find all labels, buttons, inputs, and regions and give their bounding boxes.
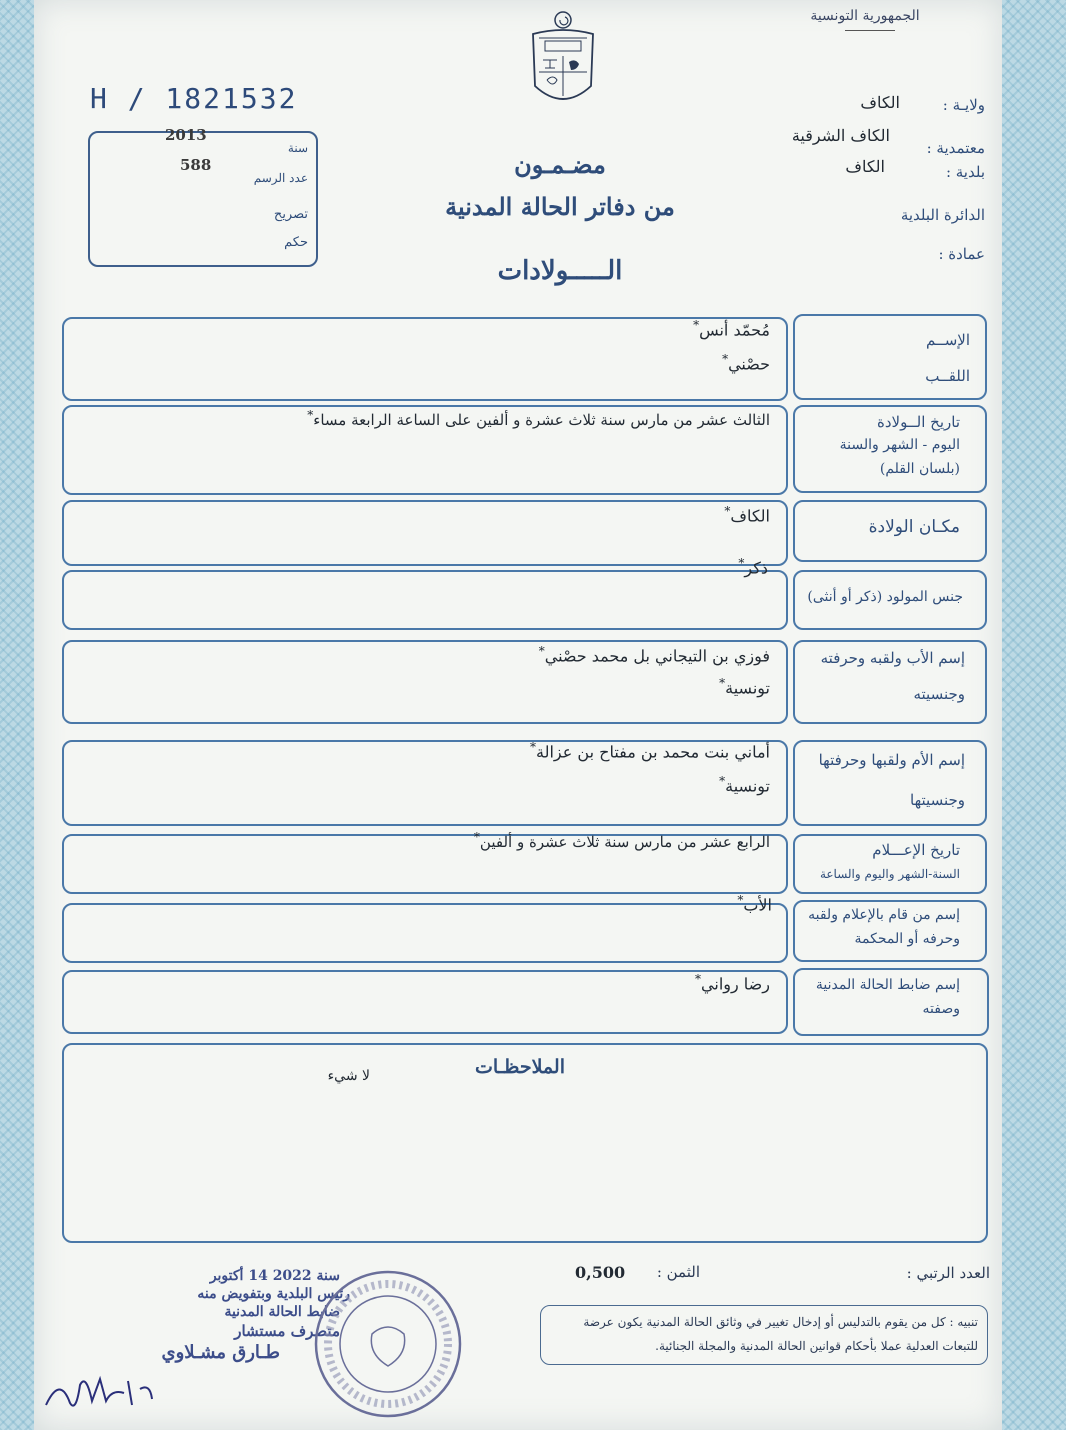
mootamadia-label: معتمدية : xyxy=(926,139,985,157)
birth-place-value: الكاف * xyxy=(600,504,770,525)
birth-date-in-words-label: (بلسان القلم) xyxy=(879,461,960,477)
registrar-sublabel: وصفته xyxy=(922,1001,960,1017)
record-number-label: عدد الرسم xyxy=(253,171,308,185)
birth-place-label: مكـان الولادة xyxy=(868,517,960,537)
warning-line-2: للتبعات العدلية عملا بأحكام قوانين الحالة المدنية والمجلة الجنائية. xyxy=(655,1339,978,1353)
price-label: الثمن : xyxy=(656,1263,700,1281)
name-label-box xyxy=(793,314,987,400)
wilaya-value: الكاف xyxy=(860,93,900,112)
declarant-label: إسم من قام بالإعلام ولقبه xyxy=(808,907,960,923)
gender-label: جنس المولود (ذكر أو أنثى) xyxy=(807,589,963,605)
mother-nationality-value: تونسية * xyxy=(600,774,770,795)
header-divider xyxy=(845,30,895,31)
judgment-label: حكم xyxy=(284,235,308,250)
declarant-value: الأب * xyxy=(680,893,772,914)
signatory-title-1: رئيس البلدية وبتفويض منه xyxy=(197,1286,350,1302)
municipal-district-label: الدائرة البلدية xyxy=(900,206,985,224)
declaration-label: تصريح xyxy=(273,207,308,222)
year-label: سنة xyxy=(287,141,308,155)
surname-label: اللقــب xyxy=(925,367,970,385)
price-value: 0,500 xyxy=(575,1263,626,1282)
register-title: الـــــولادات xyxy=(497,256,623,286)
gender-value: ذكر * xyxy=(660,556,768,577)
mootamadia-value: الكاف الشرقية xyxy=(791,126,890,145)
warning-line-1: تنبيه : كل من يقوم بالتدليس أو إدخال تغيير في وثائق الحالة المدنية يكون عرضة xyxy=(583,1315,978,1329)
father-nationality-value: تونسية * xyxy=(600,676,770,697)
notes-value: لا شيء xyxy=(327,1068,370,1084)
gender-value-box xyxy=(62,570,788,630)
republic-heading: الجمهورية التونسية xyxy=(810,8,920,24)
document-title: مضـمـون xyxy=(514,150,606,179)
birth-date-sublabel: اليوم - الشهر والسنة xyxy=(839,437,960,453)
first-name-label: الإســم xyxy=(925,331,970,349)
official-round-stamp xyxy=(312,1268,464,1420)
year-value: 2013 xyxy=(165,126,207,144)
registrar-label: إسم ضابط الحالة المدنية xyxy=(815,977,960,993)
birth-date-label: تاريخ الــولادة xyxy=(877,413,960,431)
signatory-title-2: ضابط الحالة المدنية xyxy=(224,1304,340,1320)
surname-value: حصْني * xyxy=(440,352,770,373)
birth-date-value: الثالث عشر من مارس سنة ثلاث عشرة و ألفين على الساعة الرابعة مساء * xyxy=(150,408,770,429)
handwritten-signature xyxy=(40,1365,170,1415)
issue-date: سنة 2022 14 أكتوبر xyxy=(209,1268,340,1284)
father-nationality-label: وجنسيته xyxy=(913,685,965,703)
mother-nationality-label: وجنسيتها xyxy=(910,791,965,809)
declaration-date-sublabel: السنة-الشهر واليوم والساعة xyxy=(819,867,960,881)
notes-title: الملاحظـات xyxy=(475,1056,565,1078)
first-name-value: مُحمّد أنس * xyxy=(440,318,770,339)
declarant-sublabel: وحرفه أو المحكمة xyxy=(854,931,960,947)
record-number-value: 588 xyxy=(180,156,212,174)
wilaya-label: ولايـة : xyxy=(942,96,985,114)
mother-label: إسم الأم ولقبها وحرفتها xyxy=(818,751,965,769)
order-number-label: العدد الرتبي : xyxy=(906,1264,990,1282)
serial-number: H / 1821532 xyxy=(90,82,298,115)
signatory-rank: متصرف مستشار xyxy=(234,1322,340,1340)
document-subtitle: من دفاتر الحالة المدنية xyxy=(445,192,675,221)
signatory-name: طـارق مشـلاوي xyxy=(161,1342,280,1363)
declaration-date-value: الرابع عشر من مارس سنة ثلاث عشرة و ألفين * xyxy=(380,830,770,851)
father-value: فوزي بن التيجاني بل محمد حصْني * xyxy=(420,644,770,665)
registrar-value: رضا رواني * xyxy=(600,972,770,993)
baladia-value: الكاف xyxy=(845,157,885,176)
baladia-label: بلدية : xyxy=(945,163,985,181)
tunisia-coat-of-arms-icon xyxy=(525,8,601,120)
father-label: إسم الأب ولقبه وحرفته xyxy=(820,649,965,667)
declaration-date-label: تاريخ الإعـــلام xyxy=(872,841,960,859)
imada-label: عمادة : xyxy=(938,245,985,263)
mother-value: أماني بنت محمد بن مفتاح بن عزالة * xyxy=(420,740,770,761)
